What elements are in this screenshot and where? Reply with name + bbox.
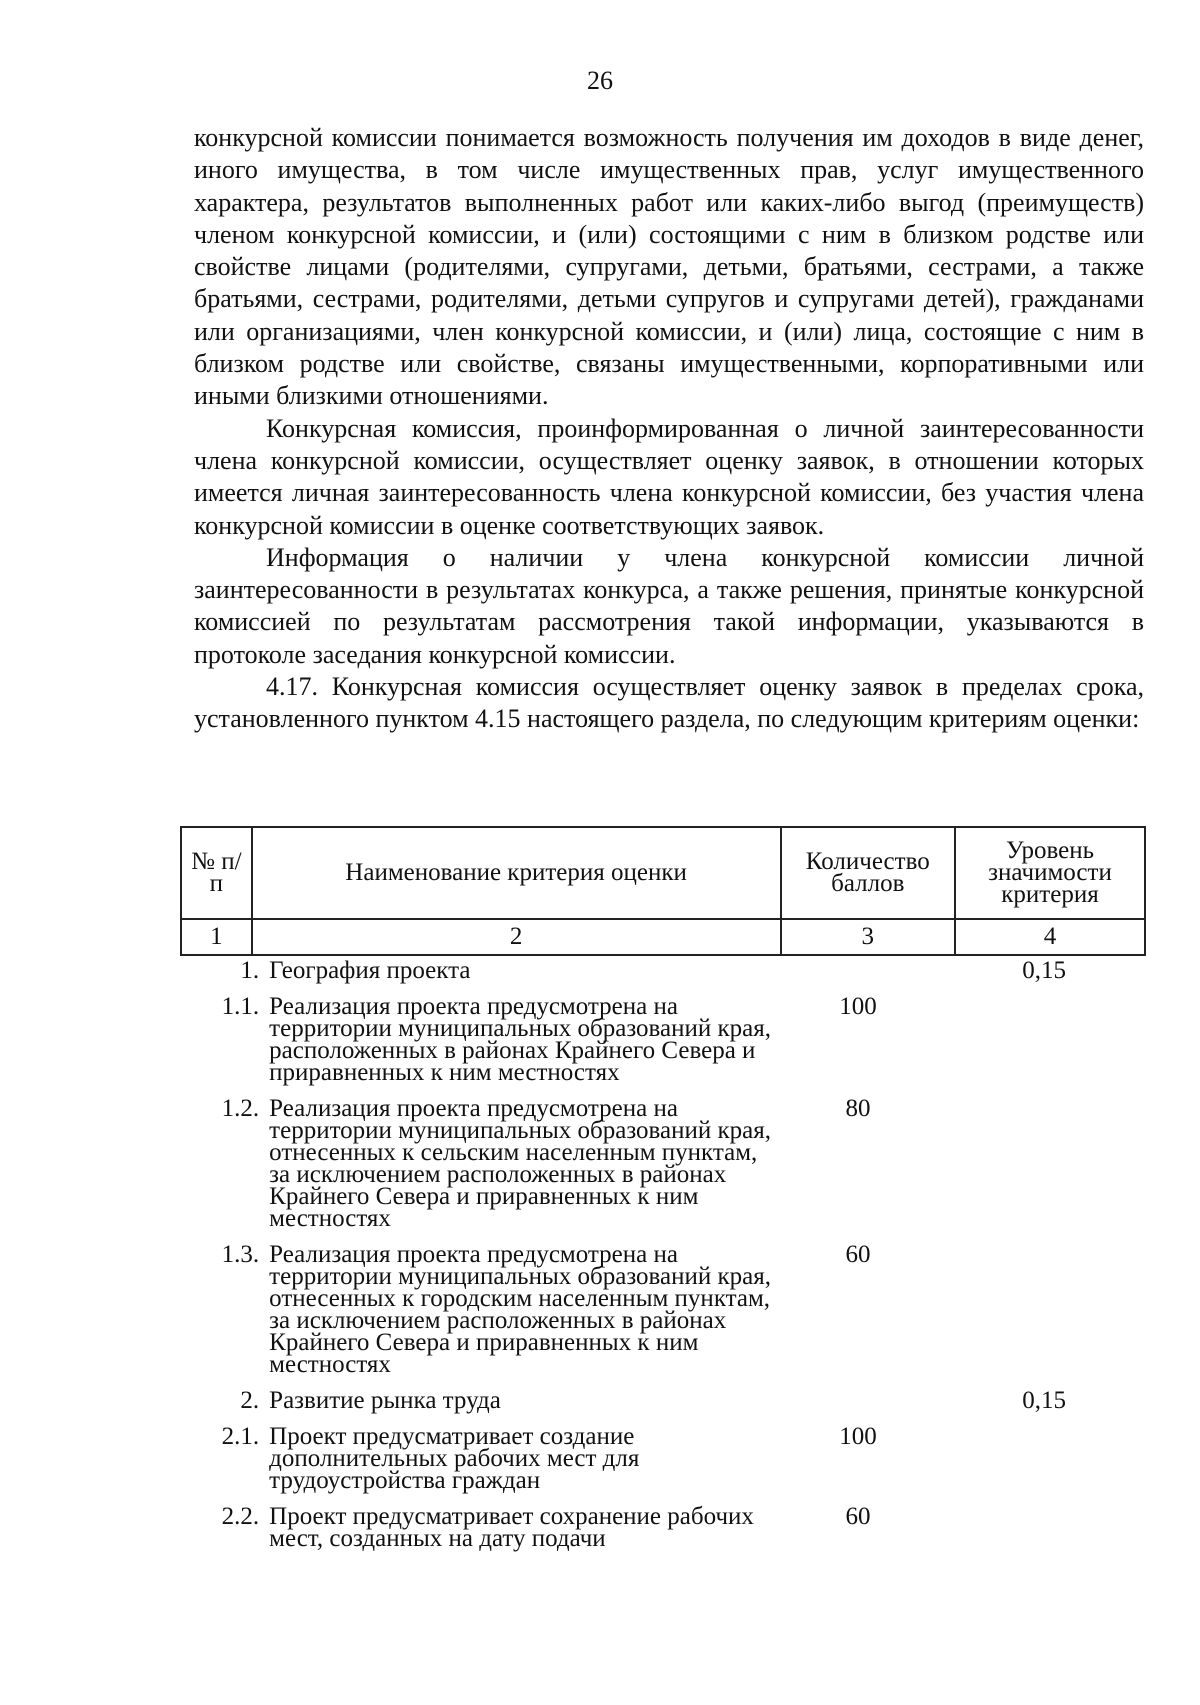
paragraph: Конкурсная комиссия, проинформированная о личной заинтересованности члена конкурсной комиссии, осуществляет оценку заявок, в отношении которых имеется личная заинтересованность члена конкурсной комиссии, без участия члена конкурсной комиссии в оценке соответствующих заявок. [194,413,1144,540]
table-row [180,993,1146,1086]
row-number: 1. [240,957,260,984]
row-level [942,1244,1146,1376]
row-score: 60 [845,1503,871,1530]
row-criterion: Реализация проекта предусмотрена на территории муниципальных образований края, расположенных в районах Крайнего Севера и приравненных к ним местностях [269,993,772,1086]
row-number: 2.1. [221,1423,260,1450]
row-criterion: Развитие рынка труда [269,1387,501,1414]
row-number: 1.3. [221,1241,260,1268]
column-number: 4 [955,919,1145,955]
criteria-table-header [180,826,1146,956]
column-number: 3 [781,919,956,955]
header-number: № п/п [181,827,252,919]
header-criterion-name: Наименование критерия оценки [252,827,781,919]
table-row [180,957,1146,984]
row-score: 100 [839,1423,877,1450]
header-row [181,827,1145,919]
table-row [180,1241,1146,1378]
row-score: 60 [845,1241,871,1268]
page-number: 26 [587,66,613,95]
row-level [942,1098,1146,1230]
row-score [774,960,942,982]
paragraph: 4.17. Конкурсная комиссия осуществляет оценку заявок в пределах срока, установленного пунктом 4.15 настоящего раздела, по следующим критериям оценки: [194,672,1144,734]
header-significance: Уровень значимости критерия [955,827,1145,919]
row-level [942,1506,1146,1550]
row-level [942,996,1146,1084]
row-score: 80 [845,1095,871,1122]
table-row [180,1095,1146,1232]
row-criterion: Реализация проекта предусмотрена на территории муниципальных образований края, отнесенных к сельским населенным пунктам, за исключением расположенных в районах Крайнего Севера и приравненных к ним местностях [269,1095,772,1232]
row-score: 100 [839,993,877,1020]
header-score: Количество баллов [781,827,956,919]
paragraph: Информация о наличии у члена конкурсной комиссии личной заинтересованности в результатах конкурса, а также решения, принятые конкурсной комиссией по результатам рассмотрения такой информации, указываются в протоколе заседания конкурсной комиссии. [194,542,1144,669]
body-text [194,122,1144,736]
row-criterion: География проекта [269,957,471,984]
column-number: 2 [252,919,781,955]
column-number: 1 [181,919,252,955]
row-criterion: Реализация проекта предусмотрена на территории муниципальных образований края, отнесенных к городским населенным пунктам, за исключением расположенных в районах Крайнего Севера и приравненных к ним местностях [269,1241,772,1378]
table-row [180,1387,1146,1414]
row-criterion: Проект предусматривает сохранение рабочих мест, созданных на дату подачи [269,1503,754,1552]
row-number: 1.1. [221,993,260,1020]
criteria-rows [180,957,1146,1564]
table-row [180,1503,1146,1552]
row-criterion: Проект предусматривает создание дополнительных рабочих мест для трудоустройства граждан [269,1423,640,1494]
paragraph: конкурсной комиссии понимается возможность получения им доходов в виде денег, иного имущества, в том числе имущественных прав, услуг имущественного характера, результатов выполненных работ или каких-либо выгод (преимуществ) членом конкурсной комиссии, и (или) состоящими с ним в близком родстве или свойстве лицами (родителями, супругами, детьми, братьями, сестрами, а также братьями, сестрами, родителями, детьми супругов и супругами детей), гражданами или организациями, член конкурсной комиссии, и (или) лица, состоящие с ним в близком родстве или свойстве, связаны имущественными, корпоративными или иными близкими отношениями. [194,123,1144,411]
column-number-row [181,919,1145,955]
row-level: 0,15 [1022,1387,1066,1414]
row-level [942,1426,1146,1492]
table-row [180,1423,1146,1494]
row-number: 2. [240,1387,260,1414]
row-number: 2.2. [221,1503,260,1530]
row-level: 0,15 [1022,957,1066,984]
row-score [774,1390,942,1412]
row-number: 1.2. [221,1095,260,1122]
